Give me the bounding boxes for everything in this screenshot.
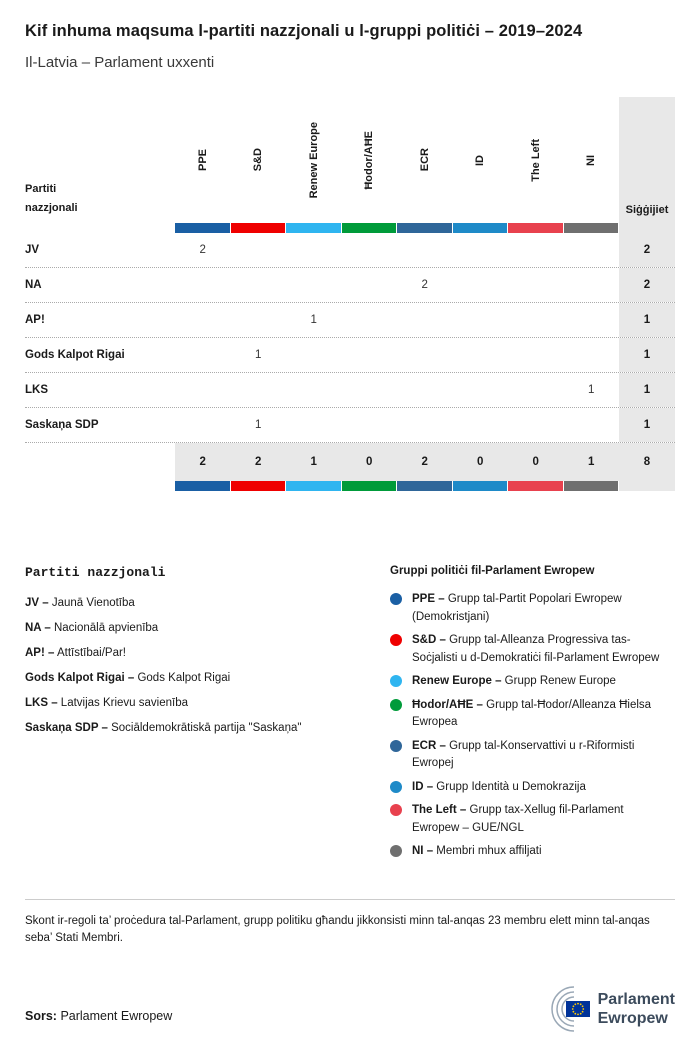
group-legend-item xyxy=(390,673,675,691)
group-color-dot xyxy=(390,593,402,605)
seat-cell: 1 xyxy=(255,349,262,361)
seat-cell xyxy=(231,303,287,337)
column-header-ni xyxy=(564,97,620,223)
seats-total-cell: 1 xyxy=(619,303,675,337)
seat-cell xyxy=(564,303,620,337)
color-bar-the-left-bottom xyxy=(508,481,564,491)
seat-cell xyxy=(175,338,231,372)
seat-cell xyxy=(508,268,564,302)
table-row-gods-kalpot-rigai xyxy=(25,338,675,373)
seats-table xyxy=(25,97,675,491)
group-color-dot xyxy=(390,699,402,711)
seat-cell: 1 xyxy=(255,419,262,431)
seat-cell xyxy=(397,303,453,337)
party-fullname: Latvijas Krievu savienība xyxy=(60,697,189,709)
group-legend-item xyxy=(390,632,675,667)
column-label: NI xyxy=(585,154,598,166)
group-fullname: Grupp tal-Partit Popolari Ewropew (Demokristjani) xyxy=(412,593,622,623)
source-value: Parlament Ewropew xyxy=(60,1008,173,1023)
group-abbr: NI – xyxy=(412,845,434,857)
group-fullname: Grupp Identità u Demokrazija xyxy=(436,780,586,793)
seat-cell xyxy=(508,303,564,337)
column-label: Ħodor/AĦE xyxy=(363,130,376,190)
party-legend-item xyxy=(25,670,365,686)
column-label: The Left xyxy=(529,138,542,182)
seat-cell xyxy=(286,408,342,442)
group-color-dot xyxy=(390,634,402,646)
total-cell: 1 xyxy=(286,443,342,481)
seat-cell xyxy=(397,408,453,442)
table-row-ap xyxy=(25,303,675,338)
seat-cell: 1 xyxy=(588,384,595,396)
seat-cell xyxy=(397,373,453,407)
seat-cell xyxy=(453,303,509,337)
total-cell: 0 xyxy=(508,443,564,481)
source-label: Sors: xyxy=(25,1008,57,1023)
total-cell: 1 xyxy=(564,443,620,481)
group-color-dot xyxy=(390,675,402,687)
table-row-na xyxy=(25,268,675,303)
seat-cell xyxy=(453,233,509,267)
group-color-dot xyxy=(390,845,402,857)
seat-cell xyxy=(342,373,398,407)
group-color-dot xyxy=(390,804,402,816)
party-abbr: AP! – xyxy=(25,647,55,659)
seat-cell xyxy=(286,373,342,407)
logo-line2: Ewropew xyxy=(597,1009,668,1027)
seat-cell xyxy=(508,408,564,442)
group-description xyxy=(412,632,670,667)
party-label: AP! xyxy=(25,314,45,326)
group-legend-item xyxy=(390,697,675,732)
seat-cell xyxy=(453,338,509,372)
seat-cell: 1 xyxy=(310,314,317,326)
color-bar-ni xyxy=(564,223,620,233)
column-header-ecr xyxy=(397,97,453,223)
group-color-dot xyxy=(390,740,402,752)
seat-cell xyxy=(564,408,620,442)
group-fullname: Grupp tal-Ħodor/Alleanza Ħielsa Ewropea xyxy=(412,698,652,728)
seats-column-fill xyxy=(619,481,675,491)
party-abbr: Saskaņa SDP – xyxy=(25,722,108,734)
total-cell: 0 xyxy=(342,443,398,481)
total-cell: 2 xyxy=(397,443,453,481)
seat-cell xyxy=(231,373,287,407)
color-bar-ecr xyxy=(397,223,453,233)
column-header-sd xyxy=(231,97,287,223)
party-label: JV xyxy=(25,244,40,256)
grand-total-cell: 8 xyxy=(619,443,675,481)
party-legend-item xyxy=(25,695,365,711)
seat-cell xyxy=(342,408,398,442)
seats-total-cell: 1 xyxy=(619,408,675,442)
party-legend-item xyxy=(25,595,365,611)
color-bar-ni-bottom xyxy=(564,481,620,491)
color-bar-renew-europe-bottom xyxy=(286,481,342,491)
party-legend-item xyxy=(25,645,365,661)
color-bar-hodor-ahe xyxy=(342,223,398,233)
seat-cell xyxy=(508,233,564,267)
seat-cell xyxy=(286,268,342,302)
color-bar-the-left xyxy=(508,223,564,233)
group-description xyxy=(412,779,586,797)
hemicycle-icon xyxy=(516,985,594,1033)
seat-cell xyxy=(453,268,509,302)
group-color-dot xyxy=(390,781,402,793)
total-cell: 2 xyxy=(175,443,231,481)
group-abbr: ECR – xyxy=(412,739,446,752)
group-abbr: ID – xyxy=(412,780,434,793)
color-bar-ecr-bottom xyxy=(397,481,453,491)
group-description xyxy=(412,802,670,837)
page-subtitle: Il-Latvia – Parlament uxxenti xyxy=(25,54,215,71)
seat-cell xyxy=(342,338,398,372)
party-label: Saskaņa SDP xyxy=(25,419,99,431)
party-label: Gods Kalpot Rigai xyxy=(25,349,125,361)
seat-cell xyxy=(286,233,342,267)
group-abbr: The Left – xyxy=(412,804,467,816)
group-description xyxy=(412,673,616,691)
seats-column-fill xyxy=(619,223,675,233)
seat-cell xyxy=(397,233,453,267)
spacer xyxy=(25,443,175,481)
group-fullname: Membri mhux affiljati xyxy=(436,845,542,857)
party-legend-item xyxy=(25,620,365,636)
corner-header xyxy=(25,97,175,223)
color-bar-sd xyxy=(231,223,287,233)
seat-cell xyxy=(508,338,564,372)
group-description xyxy=(412,843,542,861)
seat-cell xyxy=(175,303,231,337)
seat-cell xyxy=(564,268,620,302)
footnote: Skont ir-regoli ta’ proċedura tal-Parlament, grupp politiku għandu jikkonsisti minn tal-anqas 23 membru elett minn tal-anqas seba’ Stati Membri. xyxy=(25,914,650,944)
seat-cell xyxy=(453,373,509,407)
party-abbr: NA – xyxy=(25,622,51,634)
column-label: Renew Europe xyxy=(307,121,320,199)
column-label: ID xyxy=(474,154,487,166)
party-abbr: Gods Kalpot Rigai – xyxy=(25,672,135,684)
column-header-renew-europe xyxy=(286,97,342,223)
column-label: PPE xyxy=(196,148,209,171)
group-legend-item xyxy=(390,843,675,861)
column-label: S&D xyxy=(252,148,265,172)
seats-total-cell: 2 xyxy=(619,268,675,302)
seats-total-cell: 1 xyxy=(619,373,675,407)
group-description xyxy=(412,591,670,626)
seat-cell xyxy=(342,233,398,267)
total-cell: 0 xyxy=(453,443,509,481)
group-description xyxy=(412,738,670,773)
party-fullname: Attīstībai/Par! xyxy=(56,647,126,659)
group-color-bars-top xyxy=(25,223,675,233)
group-abbr: PPE – xyxy=(412,593,445,605)
party-legend-heading: Partiti nazzjonali xyxy=(25,565,166,580)
column-header-the-left xyxy=(508,97,564,223)
color-bar-sd-bottom xyxy=(231,481,287,491)
party-fullname: Sociāldemokrātiskā partija "Saskaņa" xyxy=(111,722,302,734)
table-row-saskana-sdp xyxy=(25,408,675,443)
seat-cell xyxy=(286,338,342,372)
group-legend xyxy=(390,565,675,867)
column-header-hodor-ahe xyxy=(342,97,398,223)
seat-cell xyxy=(453,408,509,442)
logo-line1: Parlament xyxy=(597,990,675,1008)
seat-cell xyxy=(564,338,620,372)
group-fullname: Grupp Renew Europe xyxy=(504,675,616,687)
group-legend-item xyxy=(390,738,675,773)
party-abbr: JV – xyxy=(25,597,49,609)
group-abbr: S&D – xyxy=(412,634,446,646)
group-fullname: Grupp tax-Xellug fil-Parlament Ewropew – GUE/NGL xyxy=(412,804,624,834)
column-header-ppe xyxy=(175,97,231,223)
party-legend-item xyxy=(25,720,365,736)
color-bar-ppe-bottom xyxy=(175,481,231,491)
source-line xyxy=(25,1009,172,1033)
table-header-row xyxy=(25,97,675,223)
group-fullname: Grupp tal-Alleanza Progressiva tas-Soċjalisti u d-Demokratiċi fil-Parlament Ewropew xyxy=(412,634,660,664)
footer xyxy=(25,985,675,1033)
color-bar-hodor-ahe-bottom xyxy=(342,481,398,491)
legend-section xyxy=(25,565,675,867)
seat-cell xyxy=(231,268,287,302)
party-legend xyxy=(25,565,390,867)
european-parliament-logo xyxy=(516,985,675,1033)
seat-cell xyxy=(342,303,398,337)
table-totals-row xyxy=(25,443,675,481)
seat-cell xyxy=(508,373,564,407)
group-color-bars-bottom xyxy=(25,481,675,491)
seat-cell xyxy=(397,338,453,372)
group-description xyxy=(412,697,670,732)
color-bar-id xyxy=(453,223,509,233)
party-label: NA xyxy=(25,279,42,291)
seats-column-header xyxy=(619,97,675,223)
divider xyxy=(25,899,675,900)
party-label: LKS xyxy=(25,384,48,396)
color-bar-id-bottom xyxy=(453,481,509,491)
group-legend-item xyxy=(390,779,675,797)
page-title: Kif inhuma maqsuma l-partiti nazzjonali u l-gruppi politiċi – 2019–2024 xyxy=(25,22,583,40)
seat-cell: 2 xyxy=(421,279,428,291)
color-bar-ppe xyxy=(175,223,231,233)
group-abbr: Renew Europe – xyxy=(412,675,502,687)
group-fullname: Grupp tal-Konservattivi u r-Riformisti Ewropej xyxy=(412,739,635,769)
logo-wordmark xyxy=(598,990,675,1028)
row-dimension-label: Partiti nazzjonali xyxy=(25,183,78,214)
seat-cell xyxy=(231,233,287,267)
seats-header-label: Siġġijiet xyxy=(625,204,669,216)
spacer xyxy=(25,223,175,233)
party-fullname: Gods Kalpot Rigai xyxy=(137,672,231,684)
total-cell: 2 xyxy=(231,443,287,481)
column-label: ECR xyxy=(418,148,431,172)
column-header-id xyxy=(453,97,509,223)
seat-cell xyxy=(564,233,620,267)
party-fullname: Nacionālā apvienība xyxy=(53,622,159,634)
seat-cell xyxy=(175,268,231,302)
group-legend-item xyxy=(390,802,675,837)
party-abbr: LKS – xyxy=(25,697,58,709)
seat-cell xyxy=(342,268,398,302)
group-abbr: Ħodor/AĦE – xyxy=(412,698,483,711)
seats-total-cell: 1 xyxy=(619,338,675,372)
eu-flag-icon xyxy=(566,1001,590,1017)
table-row-lks xyxy=(25,373,675,408)
seat-cell: 2 xyxy=(199,244,206,256)
seat-cell xyxy=(175,408,231,442)
seats-total-cell: 2 xyxy=(619,233,675,267)
group-legend-heading: Gruppi politiċi fil-Parlament Ewropew xyxy=(390,565,595,577)
table-row-jv xyxy=(25,233,675,268)
party-fullname: Jaunā Vienotība xyxy=(51,597,135,609)
seat-cell xyxy=(175,373,231,407)
group-legend-item xyxy=(390,591,675,626)
spacer xyxy=(25,481,175,491)
color-bar-renew-europe xyxy=(286,223,342,233)
